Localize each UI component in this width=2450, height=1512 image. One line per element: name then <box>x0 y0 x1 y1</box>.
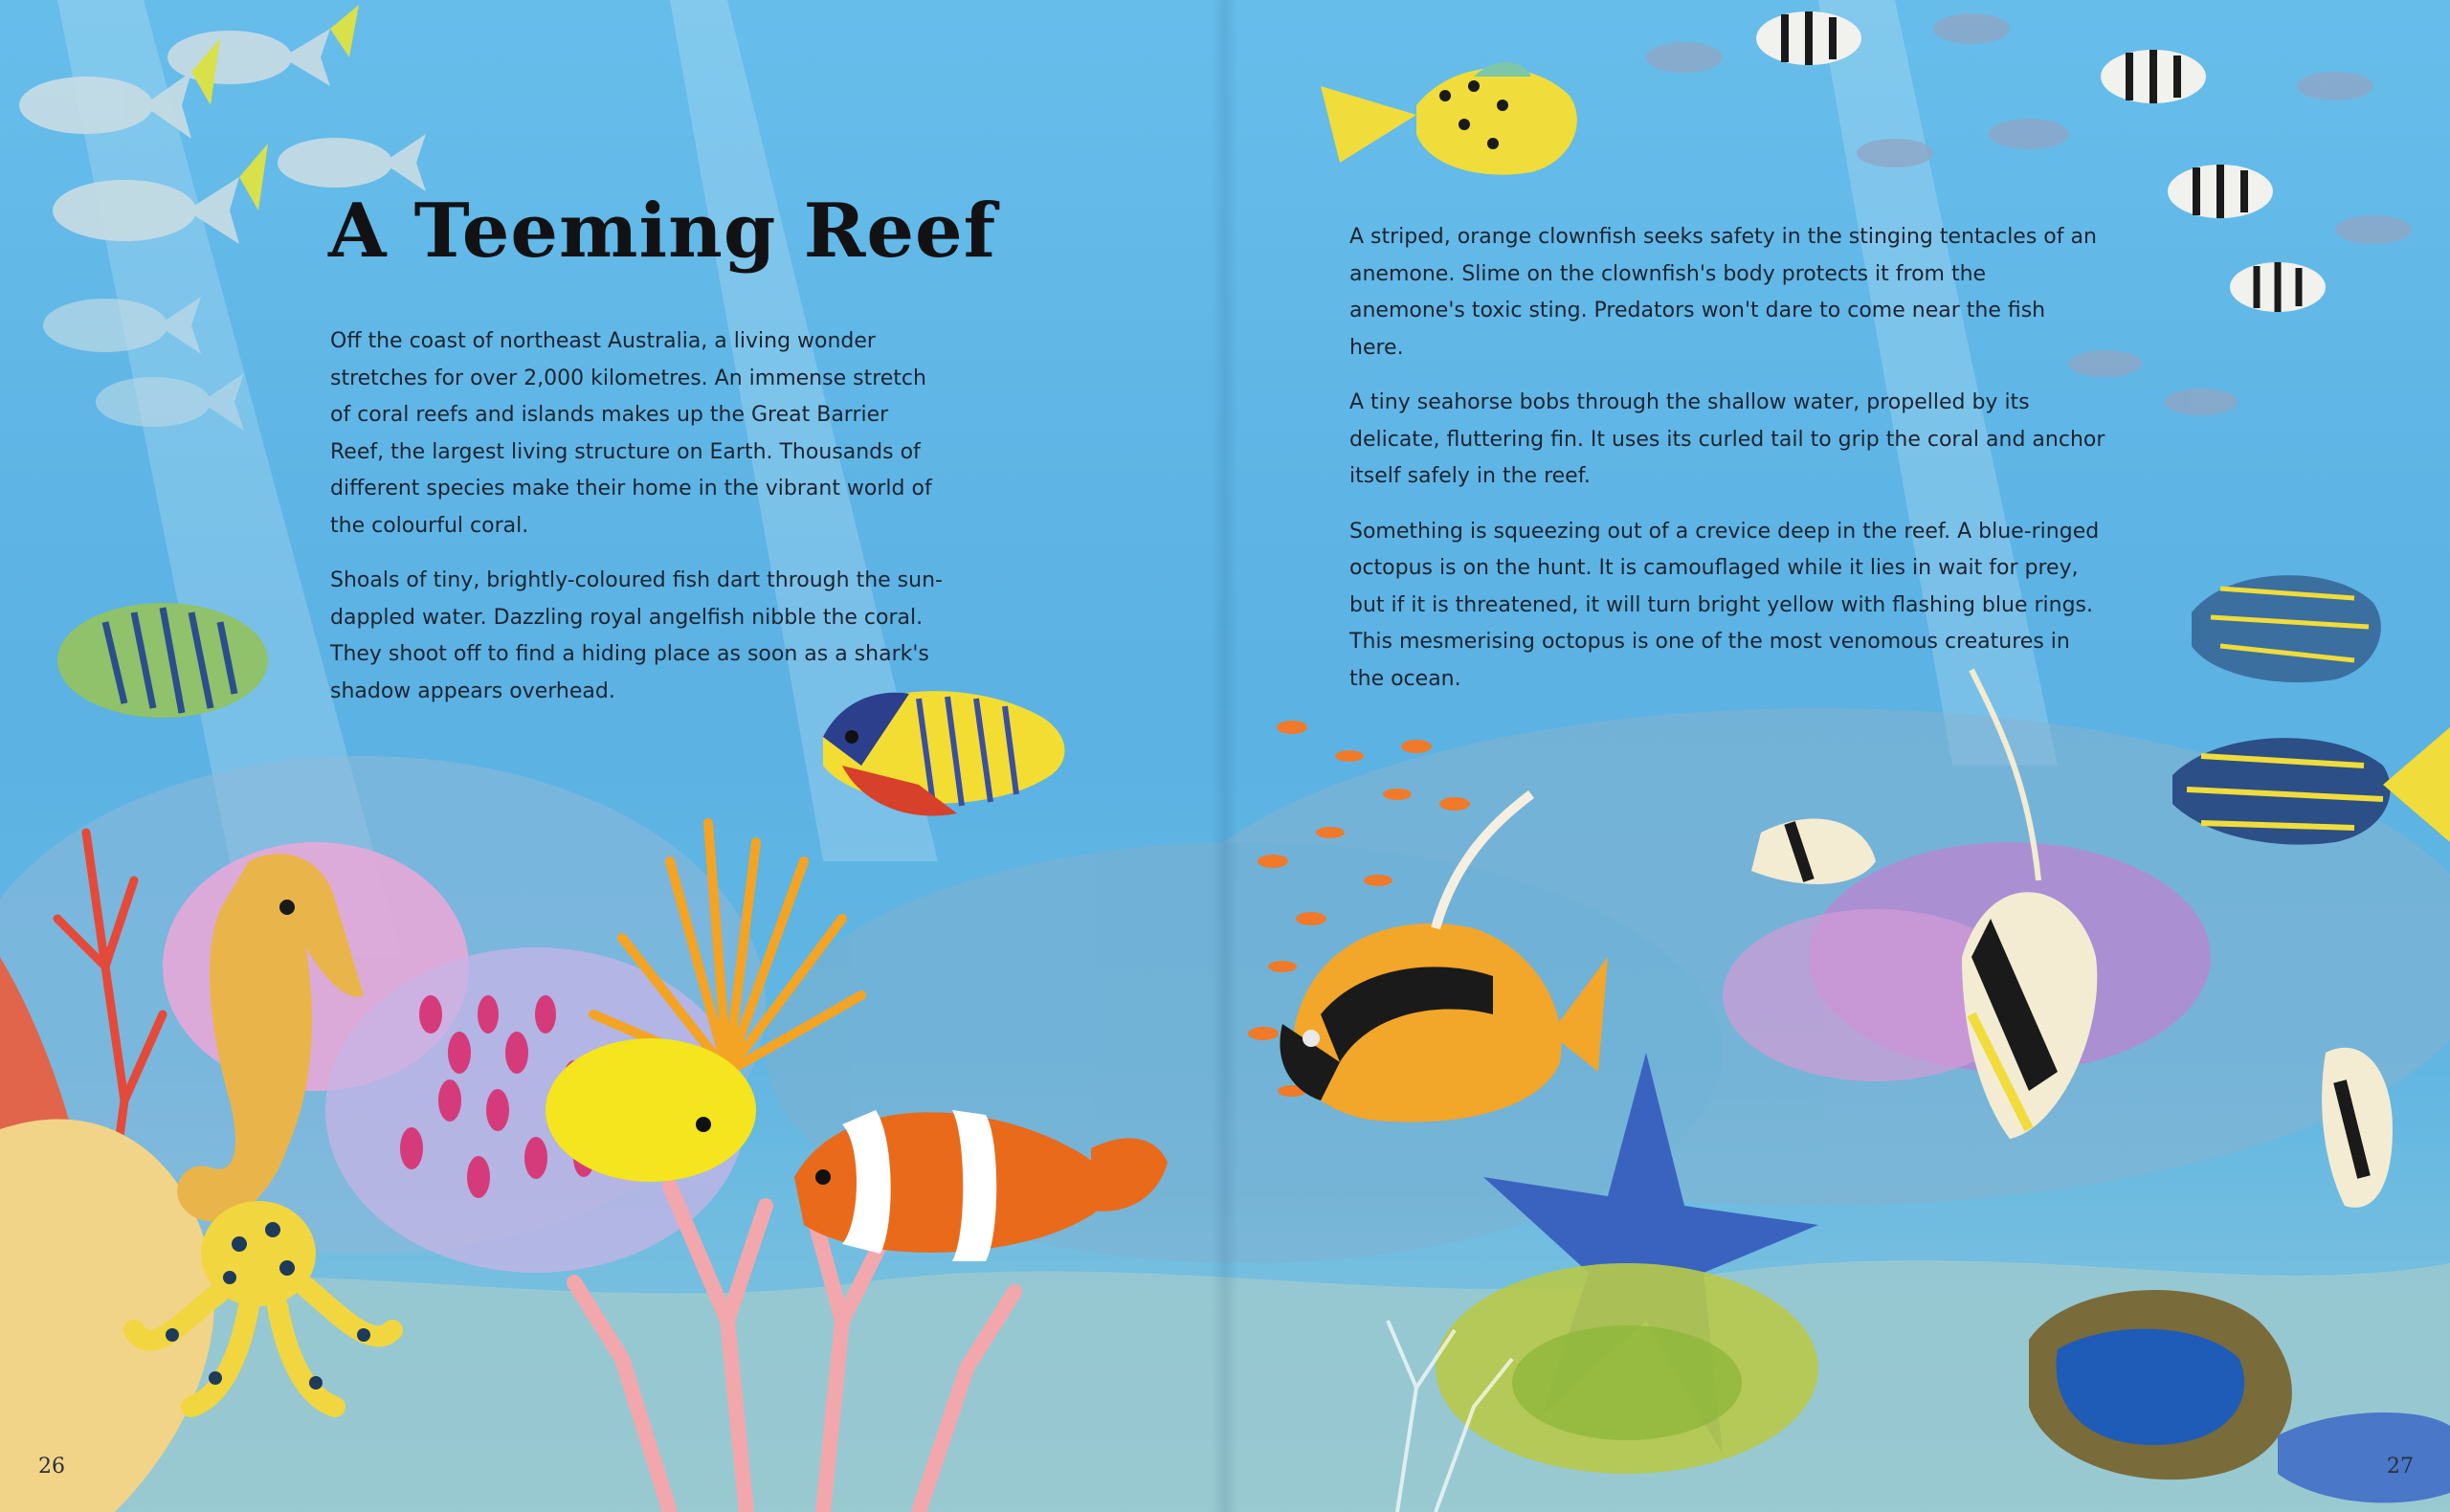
left-paragraph: Off the coast of northeast Australia, a living wonder stretches for over 2,000 kilometres. An immense stretch of coral reefs and islands makes up the Great Barrier Reef, the largest living structure on Earth. Thousands of different species make their home in the vibrant world of the colourful coral. <box>330 329 932 538</box>
right-paragraph: A striped, orange clownfish seeks safety in the stinging tentacles of an anemone. Slime on the clownfish's body protects it from the anemone's toxic sting. Predators won't dare to come near the fish here. <box>1349 225 2097 360</box>
page-number-left: 26 <box>38 1455 65 1479</box>
right-paragraph: Something is squeezing out of a crevice deep in the reef. A blue-ringed octopus is on the hunt. It is camouflaged while it lies in wait for prey, but if it is threatened, it will turn bright yellow with flashing blue rings. This mesmerising octopus is one of the most venomous creatures in the ocean. <box>1349 519 2100 691</box>
right-column <box>1349 219 2105 716</box>
yellow-tang <box>546 1038 756 1182</box>
oriental-sweetlips-fish <box>2172 575 2450 844</box>
sweetlips-fish <box>1321 62 1577 175</box>
angelfish-left <box>57 603 268 718</box>
page-number-right: 27 <box>2387 1455 2414 1479</box>
right-paragraph: A tiny seahorse bobs through the shallow water, propelled by its delicate, fluttering fin. It uses its curled tail to grip the coral and anchor itself safely in the reef. <box>1349 390 2105 488</box>
left-column <box>330 323 943 728</box>
left-paragraph: Shoals of tiny, brightly-coloured fish dart through the sun-dappled water. Dazzling royal angelfish nibble the coral. They shoot off to find a hiding place as soon as a shark's shadow appears overhead. <box>330 568 943 703</box>
book-gutter <box>1212 0 1238 1512</box>
giant-clam <box>2029 1290 2292 1479</box>
page-title: A Teeming Reef <box>328 188 997 275</box>
